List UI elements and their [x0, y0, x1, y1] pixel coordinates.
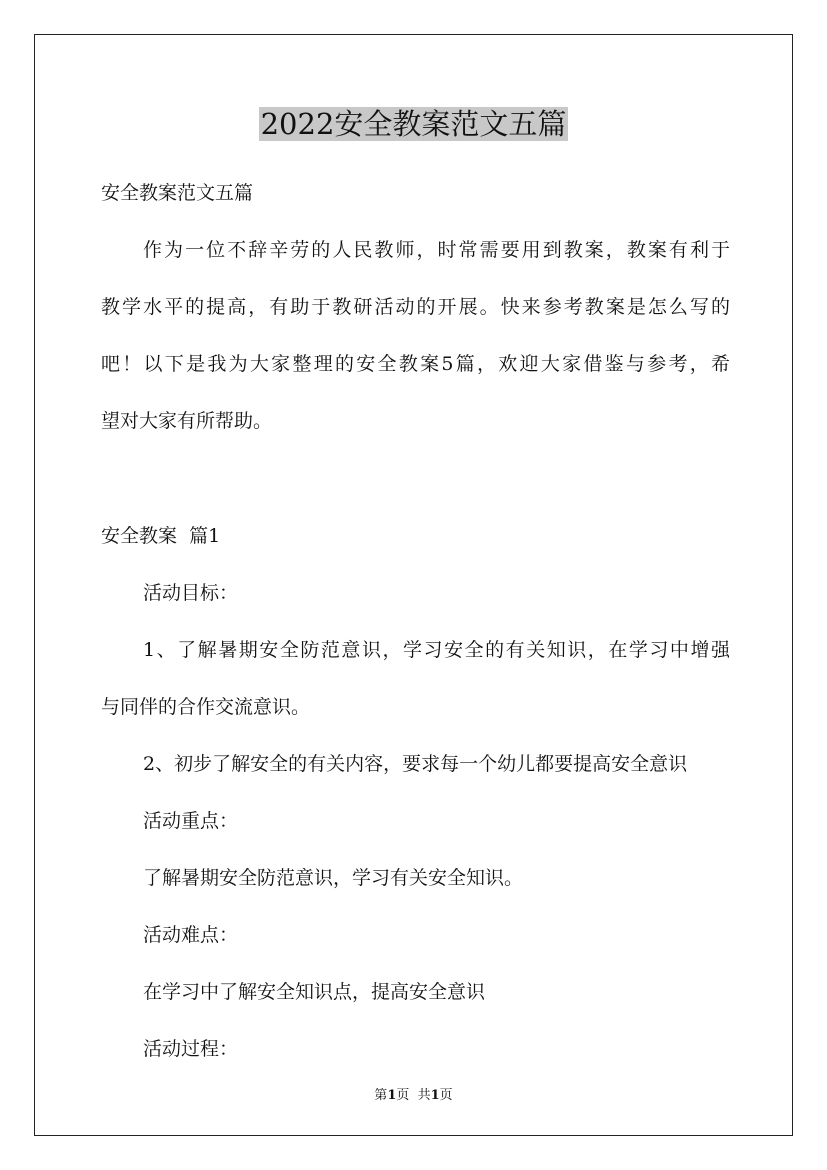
goal-2: 2、初步了解安全的有关内容，要求每一个幼儿都要提高安全意识: [143, 753, 688, 775]
footer-suffix: 页: [439, 1088, 453, 1103]
footer-middle: 页 共: [396, 1088, 431, 1103]
goal-1-paragraph: [101, 628, 730, 730]
section-heading: 安全教案 篇1: [101, 525, 221, 547]
document-title-text: 2022安全教案范文五篇: [260, 107, 567, 141]
intro-line: 教学水平的提高，有助于教研活动的开展。快来参考教案是怎么写的: [101, 296, 730, 318]
intro-line: 望对大家有所帮助。: [101, 410, 273, 432]
footer-prefix: 第: [374, 1088, 388, 1103]
page-footer: [0, 1084, 827, 1103]
footer-total-pages: 1: [430, 1088, 440, 1103]
difficulty-label: 活动难点：: [143, 924, 239, 946]
focus-text: 了解暑期安全防范意识，学习有关安全知识。: [143, 867, 524, 889]
intro-paragraph: [101, 228, 730, 444]
footer-page-number: 1: [387, 1088, 397, 1103]
subtitle: 安全教案范文五篇: [101, 182, 254, 204]
goal-1-line: 1、了解暑期安全防范意识，学习安全的有关知识，在学习中增强: [143, 639, 730, 661]
process-label: 活动过程：: [143, 1038, 239, 1060]
focus-label: 活动重点：: [143, 810, 239, 832]
document-title: [0, 104, 827, 144]
intro-line: 吧！以下是我为大家整理的安全教案5篇，欢迎大家借鉴与参考，希: [101, 353, 730, 375]
goal-label: 活动目标：: [143, 582, 239, 604]
difficulty-text: 在学习中了解安全知识点，提高安全意识: [143, 981, 486, 1003]
intro-line: 作为一位不辞辛劳的人民教师，时常需要用到教案，教案有利于: [143, 239, 730, 261]
document-body: [101, 171, 730, 1072]
goal-1-line: 与同伴的合作交流意识。: [101, 696, 311, 718]
